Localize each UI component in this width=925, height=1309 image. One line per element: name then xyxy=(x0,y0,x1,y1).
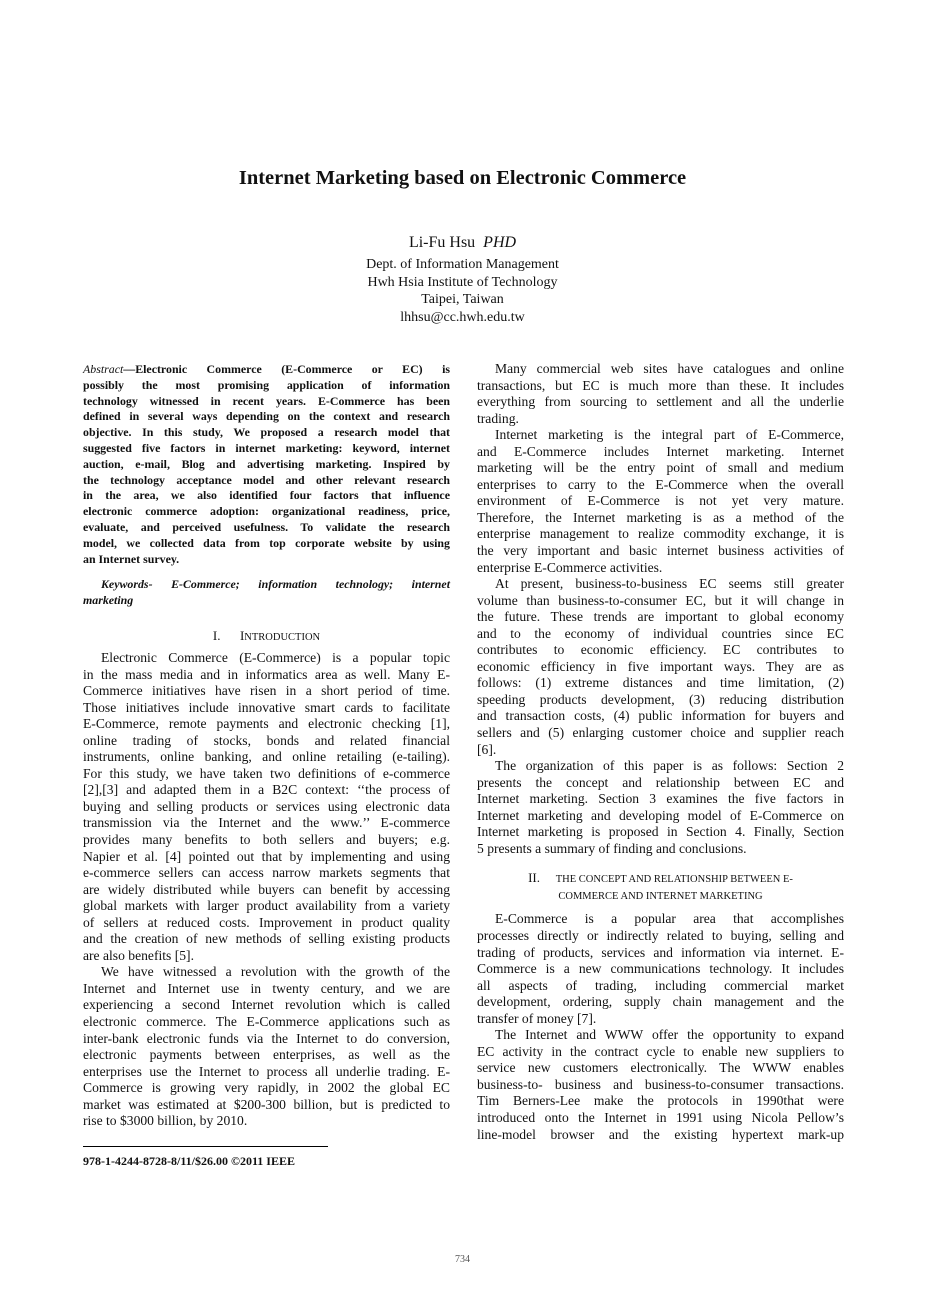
affiliation-email[interactable]: lhhsu@cc.hwh.edu.tw xyxy=(400,309,525,325)
text-line: [2],[3] and adapted them in a B2C context: ‘‘the process of xyxy=(83,782,450,798)
text-line: E-Commerce, remote payments and electronic checking [1], xyxy=(83,716,450,732)
section-title-initial: I xyxy=(239,627,245,643)
text-line: trading. xyxy=(477,410,519,426)
text-line: presents the concept and relationship between EC and xyxy=(477,774,844,790)
section-number: II. xyxy=(528,870,541,886)
text-line: instruments, online banking, and online retailing (e-tailing). xyxy=(83,749,450,765)
text-line: inter-bank electronic funds via the Internet to do conversion, xyxy=(83,1030,450,1046)
text-line: the future. These trends are important to global economy xyxy=(477,609,844,625)
text-line: Internet marketing is proposed in Section 4. Finally, Section xyxy=(477,824,844,840)
paragraph xyxy=(83,964,450,1129)
text-line: The Internet and WWW offer the opportunity to expand xyxy=(495,1027,844,1043)
text-line: service new customers electronically. The WWW enables xyxy=(477,1060,844,1076)
text-line: and to the economy of individual countries since EC xyxy=(477,625,844,641)
text-line: For this study, we have taken two definitions of e-commerce xyxy=(83,765,450,781)
paragraph xyxy=(477,758,844,857)
text-line: and the creation of new methods of selling existing products xyxy=(83,931,450,947)
section-title-line1: THE CONCEPT AND RELATIONSHIP BETWEEN E- xyxy=(555,874,793,886)
author-name: Li-Fu Hsu xyxy=(408,234,476,251)
text-line: suggested five factors in internet marketing: keyword, internet xyxy=(83,440,450,455)
right-column xyxy=(477,361,844,1143)
text-line: and E-Commerce includes Internet marketing. Internet xyxy=(477,443,844,459)
text-line: The organization of this paper is as follows: Section 2 xyxy=(495,758,844,774)
abstract xyxy=(83,362,450,567)
text-line: development, ordering, supply chain management and the xyxy=(477,994,844,1010)
introduction-body xyxy=(83,650,450,1130)
text-line: an Internet survey. xyxy=(83,551,180,566)
affiliation-institute: Hwh Hsia Institute of Technology xyxy=(367,274,558,290)
text-line: objective. In this study, We proposed a research model that xyxy=(83,425,450,440)
text-line: electronic payments between enterprises, as well as the xyxy=(83,1047,450,1063)
text-line: auction, e-mail, Blog and advertising marketing. Inspired by xyxy=(83,456,450,471)
text-line: 5 presents a summary of finding and conclusions. xyxy=(477,840,747,856)
affiliation-location: Taipei, Taiwan xyxy=(421,292,504,308)
text-line: trading of products, services and information via internet. E- xyxy=(477,944,844,960)
text-line: Tim Berners-Lee make the protocols in 1990that were xyxy=(477,1093,844,1109)
keywords xyxy=(83,577,450,609)
affiliation xyxy=(0,256,925,326)
text-line: speeding products development, (3) reducing distribution xyxy=(477,691,844,707)
text-line: Napier et al. [4] pointed out that by implementing and using xyxy=(83,848,450,864)
text-line: rise to $3000 billion, by 2010. xyxy=(83,1113,248,1129)
text-line: market was estimated at $200-300 billion, but is predicted to xyxy=(83,1096,450,1112)
text-line: and transaction costs, (4) public information for buyers and xyxy=(477,708,844,724)
text-line: Commerce is a new communications technology. It includes xyxy=(477,961,844,977)
text-line: Therefore, the Internet marketing is as a method of the xyxy=(477,509,844,525)
paragraph xyxy=(477,1027,844,1143)
section-title-rest: NTRODUCTION xyxy=(244,631,321,643)
text-line: Commerce initiatives have risen in a short period of time. xyxy=(83,683,450,699)
text-line: in the mass media and in informatics area as well. Many E- xyxy=(83,666,450,682)
text-line: economic efficiency in five important ways. They are as xyxy=(477,658,844,674)
text-line: Those initiatives include innovative smart cards to facilitate xyxy=(83,699,450,715)
text-line: provides many benefits to both sellers and buyers; e.g. xyxy=(83,831,450,847)
left-column xyxy=(83,362,450,1130)
section-number: I. xyxy=(212,627,221,643)
text-line: all aspects of trading, including commercial market xyxy=(477,977,844,993)
text-line: Commerce is growing very rapidly, in 2002 the global EC xyxy=(83,1080,450,1096)
text-line: enterprises use the Internet to process all underlie trading. E- xyxy=(83,1063,450,1079)
affiliation-dept: Dept. of Information Management xyxy=(366,257,559,272)
section-heading-introduction xyxy=(83,627,450,646)
text-line: We have witnessed a revolution with the growth of the xyxy=(101,964,450,980)
paragraph xyxy=(83,650,450,964)
text-line: follows: (1) extreme distances and time limitation, (2) xyxy=(477,675,844,691)
text-line: transfer of money [7]. xyxy=(477,1010,597,1026)
paragraph xyxy=(477,576,844,758)
text-line xyxy=(83,362,450,378)
text-line: line-model browser and the existing hypertext mark-up xyxy=(477,1126,844,1142)
text-line: processes directly or indirectly related to buying, selling and xyxy=(477,927,844,943)
text-line: Internet marketing. Section 3 examines the five factors in xyxy=(477,791,844,807)
text-line: transactions, but EC is much more than these. It includes xyxy=(477,377,844,393)
text-line: At present, business-to-business EC seems still greater xyxy=(495,576,844,592)
paragraph xyxy=(477,361,844,427)
text-line: enterprise E-Commerce activities. xyxy=(477,559,663,575)
paragraph xyxy=(477,427,844,576)
text-line: Many commercial web sites have catalogues and online xyxy=(495,361,844,376)
author-degree: PHD xyxy=(483,234,517,251)
text-line: of sellers at reduced costs. Improvement in product quality xyxy=(83,914,450,930)
text-line: Internet and Internet use in twenty century, and we are xyxy=(83,980,450,996)
page-number: 734 xyxy=(455,1254,470,1265)
text-line: marketing xyxy=(83,593,134,608)
text-line: enterprise management to realize commodity exchange, it is xyxy=(477,526,844,542)
text-line: model, we collected data from top corporate website by using xyxy=(83,535,450,550)
text-line: enterprises to carry to the E-Commerce when the overall xyxy=(477,476,844,492)
paragraph xyxy=(477,911,844,1027)
text-line: evaluate, and perceived usefulness. To validate the research xyxy=(83,519,450,534)
text-line: are widely distributed while buyers can benefit by accessing xyxy=(83,881,450,897)
text-line: electronic commerce. The E-Commerce applications such as xyxy=(83,1013,450,1029)
text-line: volume than business-to-consumer EC, but it will change in xyxy=(477,592,844,608)
text-line: sellers and (5) enlarging customer choice and supplier reach xyxy=(477,725,844,741)
section-2-body xyxy=(477,911,844,1143)
text-line: [6]. xyxy=(477,741,497,757)
text-line: transmission via the Internet and the www.’’ E-commerce xyxy=(83,815,450,831)
text-line: buying and selling products or services using electronic data xyxy=(83,798,450,814)
text-line: in the area, we also identified four factors that influence xyxy=(83,488,450,503)
section-heading-concept xyxy=(477,869,844,905)
text-line: environment of E-Commerce is not yet very mature. xyxy=(477,493,844,509)
text-line: marketing will be the entry point of small and medium xyxy=(477,460,844,476)
paper-title: Internet Marketing based on Electronic Commerce xyxy=(238,167,687,189)
abstract-label: Abstract xyxy=(83,362,124,376)
text-line: EC activity in the contract cycle to enable new suppliers to xyxy=(477,1043,844,1059)
introduction-continued xyxy=(477,361,844,857)
copyright-notice: 978-1-4244-8728-8/11/$26.00 ©2011 IEEE xyxy=(83,1154,295,1168)
text-line: defined in several ways depending on the context and research xyxy=(83,409,450,424)
text-line: the technology acceptance model and other relevant research xyxy=(83,472,450,487)
text-line: the very important and basic internet business activities of xyxy=(477,543,844,559)
text-line: experiencing a second Internet revolution which is called xyxy=(83,997,450,1013)
text-line: E-Commerce is a popular area that accomplishes xyxy=(495,911,844,927)
text-line: electronic commerce adoption: organizational readiness, price, xyxy=(83,504,450,519)
text-line: technology witnessed in recent years. E-Commerce has been xyxy=(83,393,450,408)
text-line: Keywords- E-Commerce; information technology; internet xyxy=(101,577,450,592)
text-line: possibly the most promising application of information xyxy=(83,377,450,392)
text-line: are also benefits [5]. xyxy=(83,947,194,963)
text-line: online trading of stocks, bonds and related financial xyxy=(83,732,450,748)
footnote-rule xyxy=(83,1146,328,1147)
author xyxy=(0,234,925,252)
abstract-text: —Electronic Commerce (E-Commerce or EC) is xyxy=(123,362,450,376)
text-line: e-commerce sellers can access narrow markets segments that xyxy=(83,865,450,881)
text-line: Electronic Commerce (E-Commerce) is a popular topic xyxy=(101,649,450,665)
text-line: everything from sourcing to settlement and all the underlie xyxy=(477,394,844,410)
text-line: Internet marketing and developing model of E-Commerce on xyxy=(477,807,844,823)
text-line: global markets with larger product availability from a variety xyxy=(83,898,450,914)
section-title-line2: COMMERCE AND INTERNET MARKETING xyxy=(558,891,763,903)
text-line: contributes to economic efficiency. EC contributes to xyxy=(477,642,844,658)
text-line: introduced onto the Internet in 1991 using Nicola Pellow’s xyxy=(477,1109,844,1125)
text-line: Internet marketing is the integral part of E-Commerce, xyxy=(495,427,844,443)
text-line: business-to- business and business-to-consumer transactions. xyxy=(477,1076,844,1092)
